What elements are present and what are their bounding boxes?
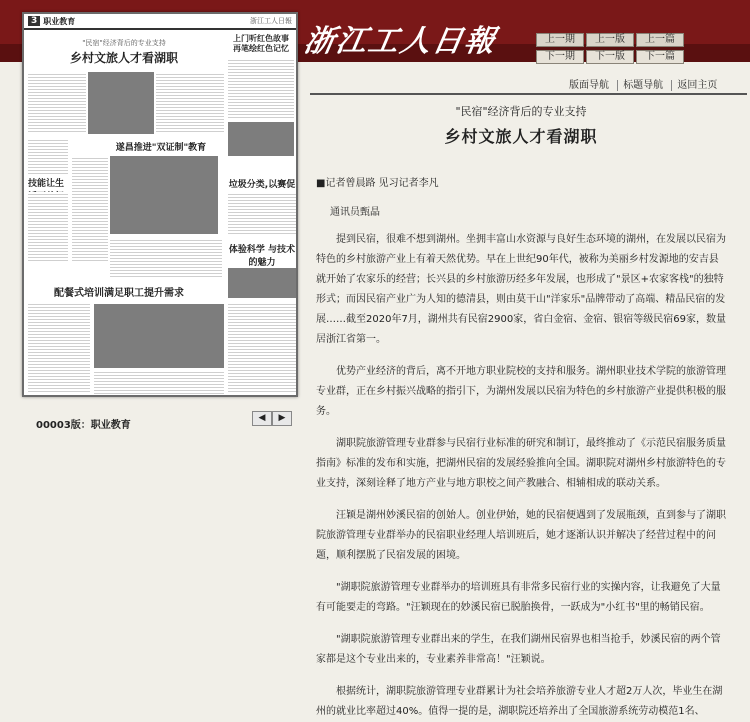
header-divider (310, 93, 747, 95)
thumbnail-side-title: 上门听红色故事 再笔绘红色记忆 (233, 34, 289, 53)
thumbnail-text-block (110, 238, 222, 278)
next-page-button[interactable]: 下一版 (586, 50, 634, 64)
nav-link-home[interactable]: 返回主页 (671, 80, 722, 91)
page-thumbnail[interactable] (22, 12, 298, 397)
thumbnail-text-block (28, 192, 68, 262)
nav-link-title-list[interactable]: 标题导航 (617, 80, 668, 91)
article-byline: ■记者曾晨路 见习记者李凡 (316, 178, 439, 189)
article-kicker: "民宿"经济背后的专业支持 (455, 105, 587, 118)
thumbnail-photo (88, 72, 154, 134)
thumbnail-headline-2: 遂昌推进"双证制"教育 (96, 140, 226, 153)
next-page-arrow[interactable]: ▶ (272, 411, 292, 426)
thumbnail-photo (228, 122, 294, 156)
masthead-logo: 浙江工人日報 (301, 24, 500, 59)
prev-article-button[interactable]: 上一篇 (636, 33, 684, 47)
thumbnail-headline-3: 垃圾分类,以赛促 (228, 177, 296, 203)
nav-link-page-layout[interactable]: 版面导航 (569, 80, 609, 91)
article-paragraph: "湖职院旅游管理专业群出来的学生，在我们湖州民宿界也相当抢手，妙溪民宿的两个管家都是这个专业出来的，专业素养非常高！"汪颖说。 (316, 634, 721, 665)
article-paragraph: 汪颖是湖州妙溪民宿的创始人。创业伊始，她的民宿便遇到了发展瓶颈，直到参与了湖职院旅游管理专业群举办的民宿职业经理人培训班后，她才逐渐认识并解决了经营过程中的问题，顺利摆脱了民宿发展的困境。 (316, 510, 726, 561)
thumbnail-text-block (156, 72, 224, 134)
thumbnail-photo (228, 268, 296, 298)
thumbnail-masthead: 浙江工人日報 (250, 17, 292, 25)
article-paragraph: 根据统计，湖职院旅游管理专业群累计为社会培养旅游专业人才超2万人次，毕业生在湖州的就业比率超过40%。值得一提的是，湖职院还培养出了全国旅游系统劳动模范1名、 (316, 686, 723, 717)
prev-page-button[interactable]: 上一版 (586, 33, 634, 47)
thumbnail-text-block (28, 138, 68, 174)
article (316, 101, 726, 722)
next-article-button[interactable]: 下一篇 (636, 50, 684, 64)
thumbnail-text-block (228, 58, 294, 118)
thumbnail-section: 职业教育 (43, 16, 76, 26)
thumbnail-photo (110, 156, 218, 234)
article-paragraph: 优势产业经济的背后，离不开地方职业院校的支持和服务。湖州职业技术学院的旅游管理专业群，正在乡村振兴战略的指引下，为湖州发展以民宿为特色的乡村旅游产业提供积极的服务。 (316, 366, 726, 417)
issue-navigation (536, 33, 686, 64)
thumbnail-lead[interactable] (24, 32, 224, 66)
nav-links (564, 76, 722, 91)
thumbnail-text-block (94, 370, 224, 394)
thumbnail-text-block (28, 302, 90, 392)
thumbnail-headline-6: 技能让生 (28, 176, 68, 202)
thumbnail-page-number: 3 (28, 16, 40, 26)
article-paragraph: "湖职院旅游管理专业群举办的培训班具有非常多民宿行业的实操内容，让我避免了大量有可能要走的弯路。"汪颖现在的妙溪民宿已脱胎换骨，一跃成为"小红书"里的畅销民宿。 (316, 582, 721, 613)
prev-issue-button[interactable]: 上一期 (536, 33, 584, 47)
thumbnail-side-column[interactable] (228, 34, 294, 156)
thumbnail-title: 乡村文旅人才看湖职 (69, 51, 178, 65)
article-paragraph: 提到民宿，很难不想到湖州。坐拥丰富山水资源与良好生态环境的湖州，在发展以民宿为特色的乡村旅游产业上有着天然优势。早在上世纪90年代，被称为美丽乡村发源地的安吉县就开始了农家乐的经营；长兴县的乡村旅游历经多年发展，也形成了"景区+农家客栈"的独特形式；而因民宿产业广为人知的德清县，则由莫干山"洋家乐"品牌带动了高端、精品民宿的发展……截至2020年7月，湖州共有民宿2900家，省白金宿、金宿、银宿等级民宿69家，数量居浙江省第一。 (316, 234, 726, 345)
prev-page-arrow[interactable]: ◀ (252, 411, 272, 426)
thumbnail-headline-4: 体验科学 与技术的魅力 (228, 242, 296, 268)
thumbnail-header (24, 14, 296, 30)
thumbnail-headline-5: 配餐式培训满足职工提升需求 (54, 284, 224, 299)
next-issue-button[interactable]: 下一期 (536, 50, 584, 64)
page-arrows (252, 411, 292, 426)
article-paragraph: 湖职院旅游管理专业群参与民宿行业标准的研究和制订，最终推动了《示范民宿服务质量指南》标准的发布和实施，把湖州民宿的发展经验推向全国。湖职院对湖州乡村旅游特色的专业支持，深刻诠释了地方产业与地方职校之间产教融合、相辅相成的联动关系。 (316, 438, 726, 489)
thumbnail-text-block (28, 72, 86, 134)
thumbnail-text-block (72, 156, 108, 262)
article-title: 乡村文旅人才看湖职 (444, 127, 598, 146)
thumbnail-text-block (228, 302, 296, 392)
article-byline-correspondent: 通讯员甄晶 (330, 207, 380, 218)
thumbnail-subtitle: "民宿"经济背后的专业支持 (82, 39, 166, 47)
thumbnail-photo (94, 304, 224, 368)
thumbnail-text-block (228, 192, 296, 234)
page-caption: 00003版：职业教育 (36, 420, 131, 431)
